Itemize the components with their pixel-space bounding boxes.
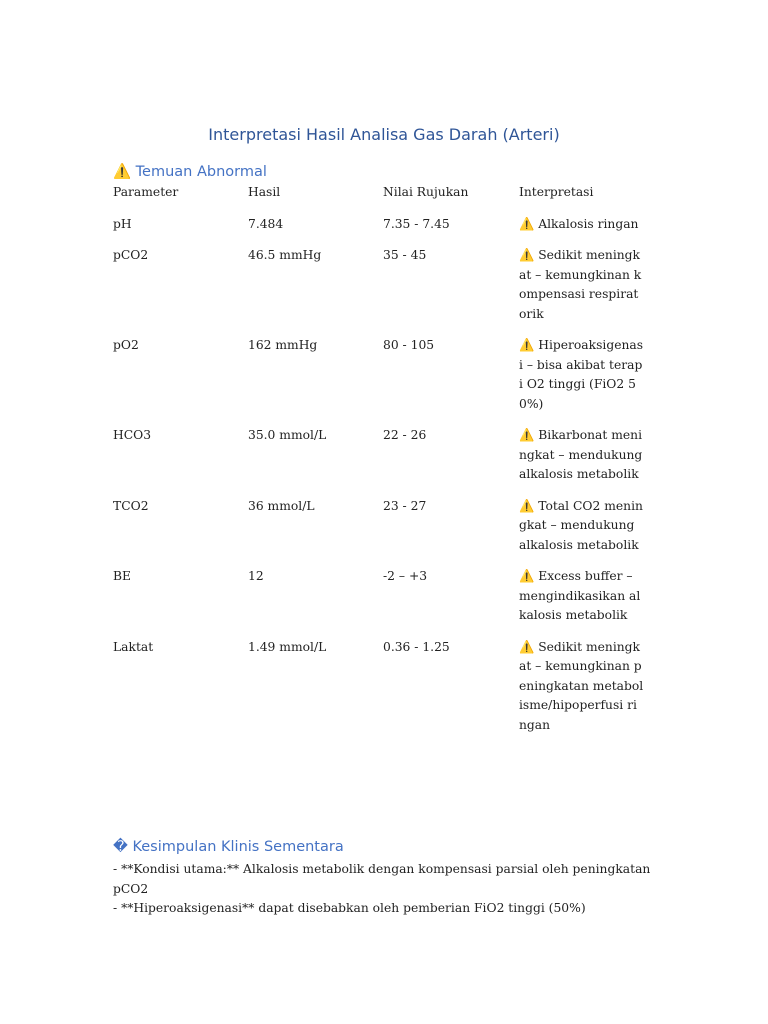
cell-rujukan: 0.36 - 1.25 — [383, 639, 450, 654]
cell-interpretasi: ⚠️ Excess buffer – mengindikasikan alkalosis metabolik — [519, 569, 641, 622]
header-interpretasi: Interpretasi — [519, 185, 594, 199]
header-rujukan: Nilai Rujukan — [383, 185, 469, 199]
cell-parameter: pO2 — [113, 338, 139, 352]
conclusion-heading: � Kesimpulan Klinis Sementara — [113, 839, 344, 855]
cell-parameter: BE — [113, 569, 132, 583]
blood-gas-table — [113, 183, 644, 747]
cell-interpretasi: ⚠️ Alkalosis ringan — [519, 216, 639, 231]
cell-hasil: 35.0 mmol/L — [248, 428, 327, 442]
table-row — [113, 426, 644, 497]
cell-rujukan: 23 - 27 — [383, 498, 427, 513]
cell-parameter: TCO2 — [113, 498, 149, 513]
table-row — [113, 246, 644, 336]
table-row — [113, 336, 644, 426]
cell-rujukan: -2 – +3 — [383, 569, 428, 583]
cell-parameter: Laktat — [113, 639, 154, 654]
table-header-row — [113, 183, 644, 215]
cell-hasil: 12 — [248, 569, 264, 583]
cell-rujukan: 22 - 26 — [383, 428, 427, 442]
header-hasil: Hasil — [248, 185, 281, 199]
cell-hasil: 162 mmHg — [248, 338, 318, 352]
conclusion-line: - **Hiperoaksigenasi** dapat disebabkan oleh pemberian FiO2 tinggi (50%) — [113, 901, 586, 915]
cell-rujukan: 35 - 45 — [383, 248, 427, 262]
table-row — [113, 215, 644, 247]
cell-hasil: 46.5 mmHg — [248, 248, 322, 262]
conclusion-list — [113, 860, 653, 919]
cell-interpretasi: ⚠️ Total CO2 meningkat – mendukung alkalosis metabolik — [519, 498, 643, 552]
table-row — [113, 638, 644, 748]
page-title: Interpretasi Hasil Analisa Gas Darah (Arteri) — [208, 125, 560, 144]
cell-parameter: pCO2 — [113, 248, 149, 262]
cell-interpretasi: ⚠️ Hiperoaksigenasi – bisa akibat terapi O2 tinggi (FiO2 50%) — [519, 338, 644, 411]
cell-interpretasi: ⚠️ Sedikit meningkat – kemungkinan peningkatan metabolisme/hipoperfusi ringan — [519, 639, 644, 732]
abnormal-findings-heading: ⚠️ Temuan Abnormal — [113, 164, 267, 180]
conclusion-line: - **Kondisi utama:** Alkalosis metabolik dengan kompensasi parsial oleh peningkatan pCO2 — [113, 862, 651, 896]
cell-interpretasi: ⚠️ Sedikit meningkat – kemungkinan kompensasi respiratorik — [519, 248, 642, 321]
cell-hasil: 36 mmol/L — [248, 498, 315, 513]
cell-hasil: 1.49 mmol/L — [248, 639, 327, 654]
cell-hasil: 7.484 — [248, 216, 284, 231]
cell-rujukan: 7.35 - 7.45 — [383, 216, 450, 231]
table-row — [113, 497, 644, 568]
header-parameter: Parameter — [113, 185, 179, 199]
cell-rujukan: 80 - 105 — [383, 338, 435, 352]
cell-parameter: pH — [113, 216, 132, 231]
cell-interpretasi: ⚠️ Bikarbonat meningkat – mendukung alkalosis metabolik — [519, 428, 643, 481]
table-row — [113, 567, 644, 638]
cell-parameter: HCO3 — [113, 428, 152, 442]
